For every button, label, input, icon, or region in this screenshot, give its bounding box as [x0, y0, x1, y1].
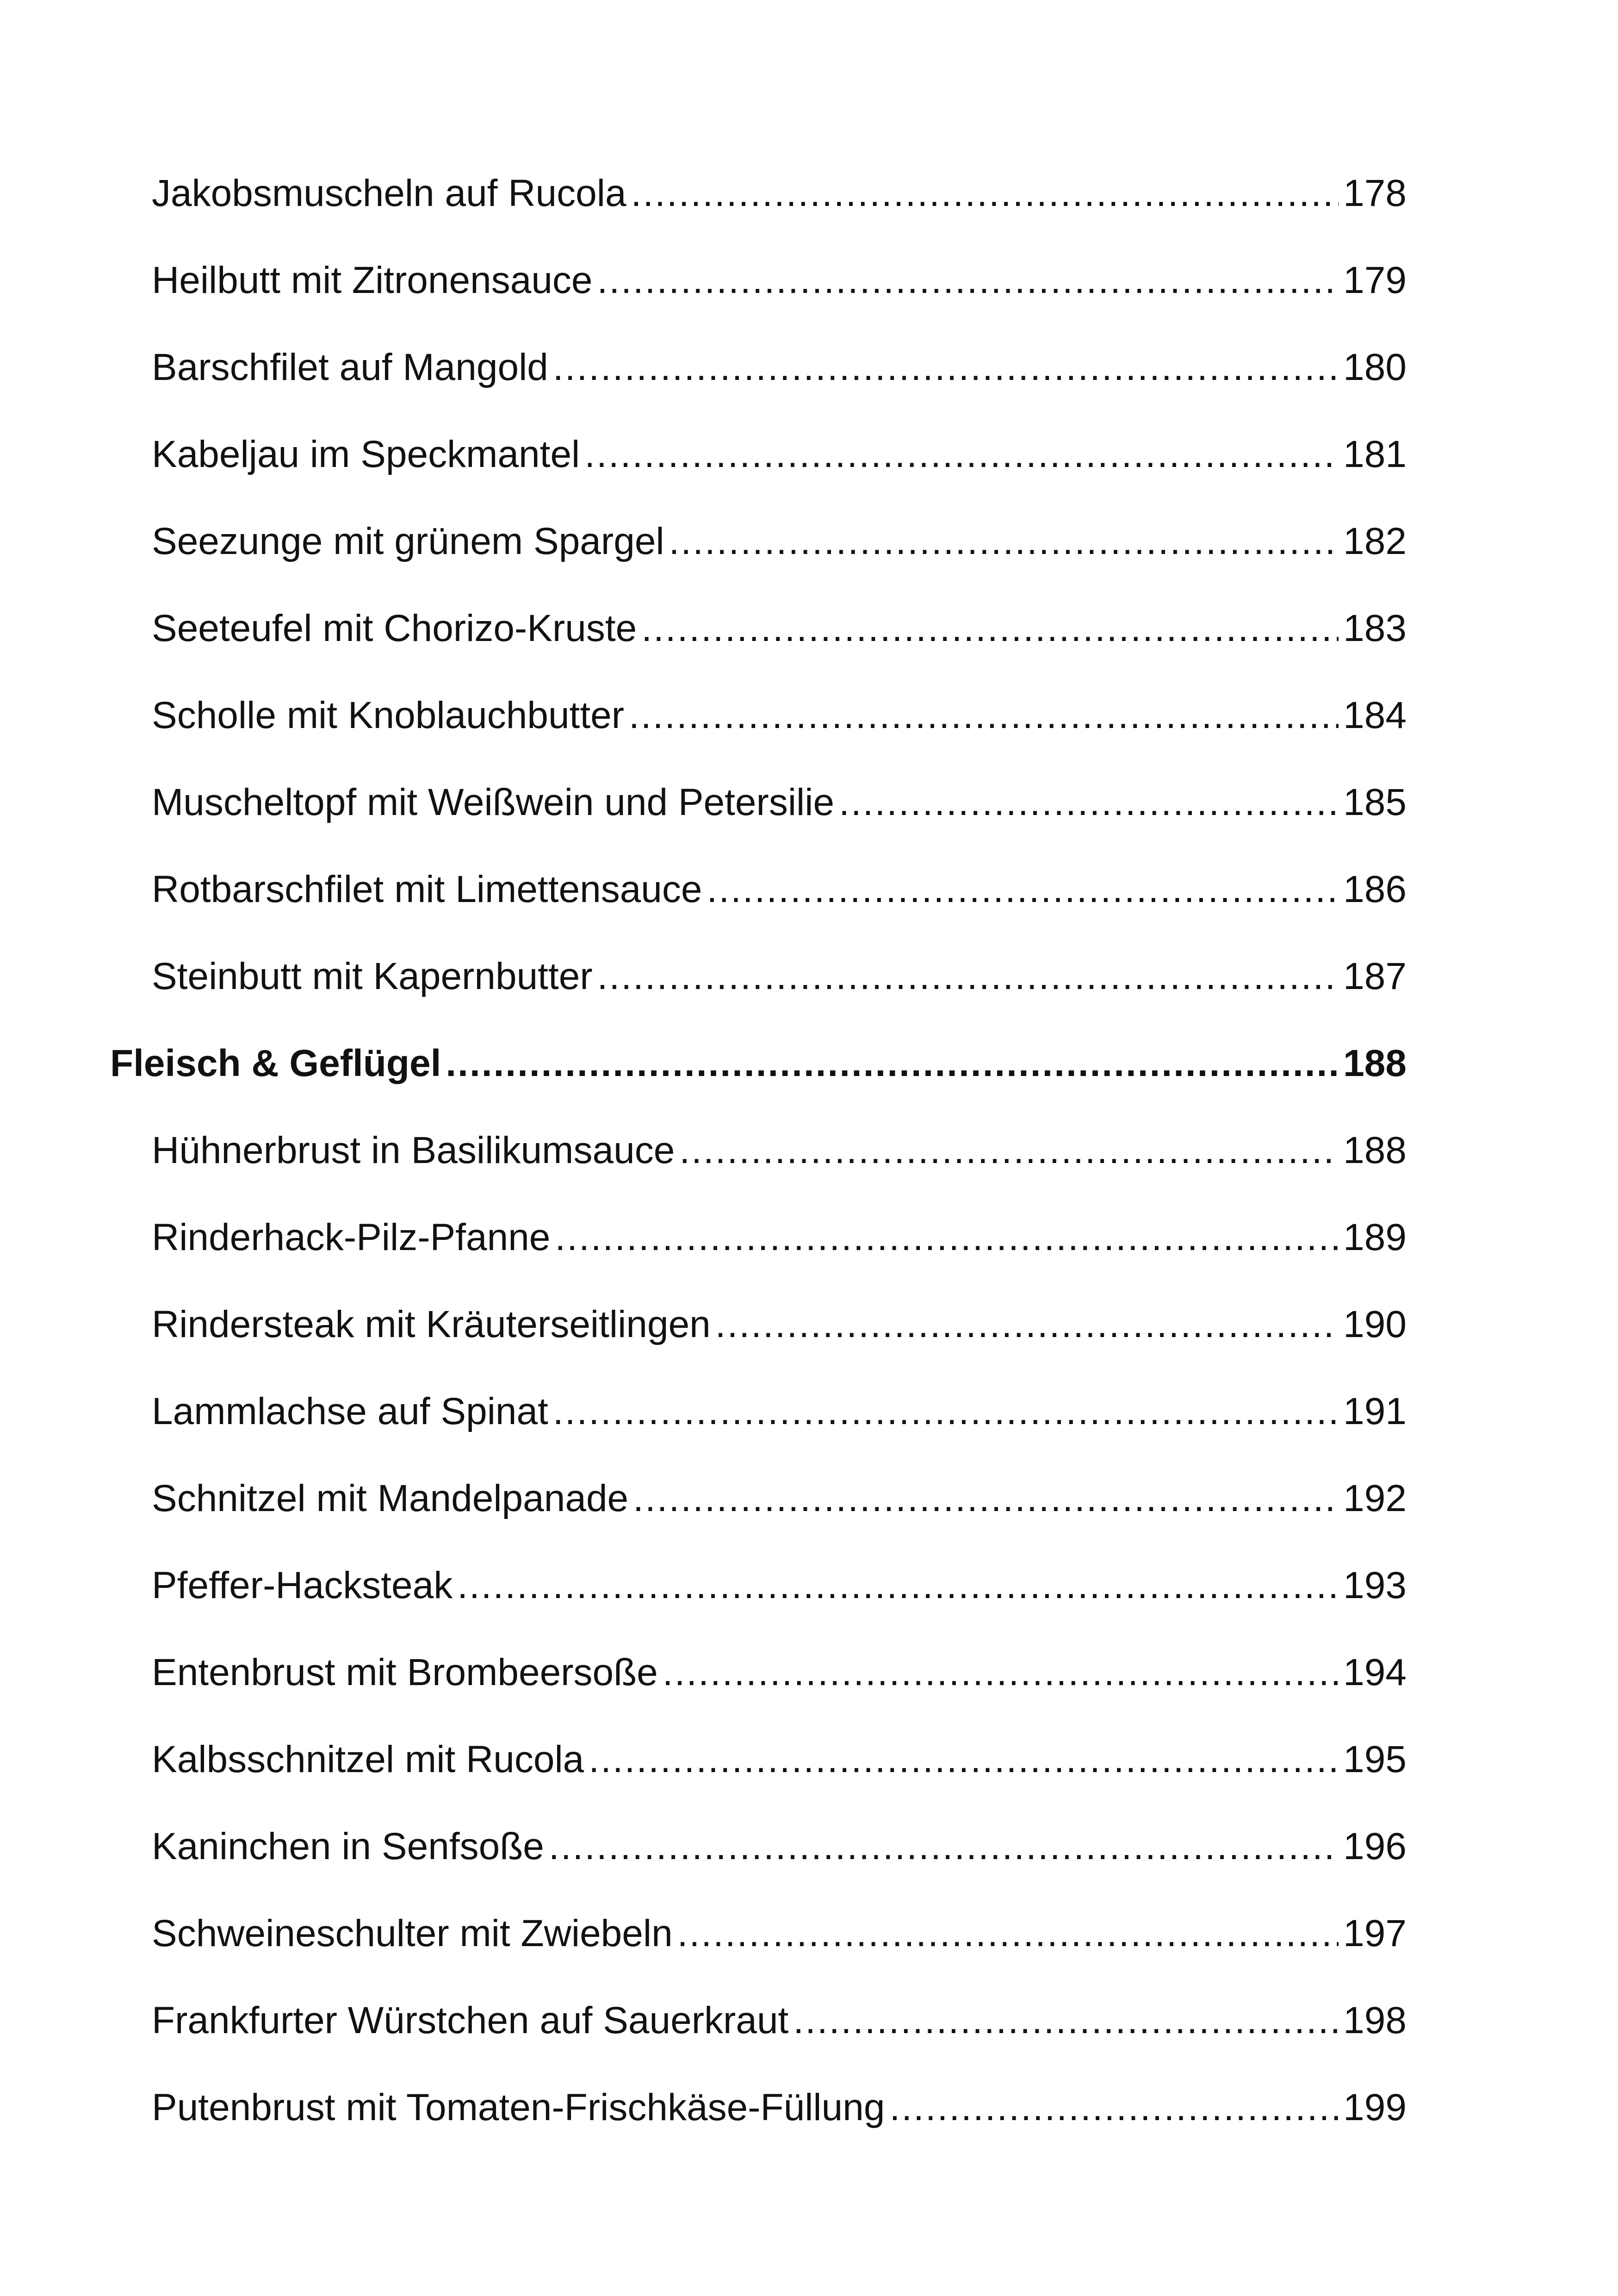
toc-entry-page: 182 [1343, 520, 1407, 562]
dot-leader [793, 1993, 1339, 2048]
toc-entry-page: 194 [1343, 1651, 1407, 1693]
dot-leader [679, 1123, 1339, 1178]
toc-entry-page: 189 [1343, 1216, 1407, 1258]
toc-entry-page: 190 [1343, 1303, 1407, 1345]
toc-entry-title: Hühnerbrust in Basilikumsauce [152, 1129, 675, 1171]
toc-chapter-heading[interactable] [110, 1036, 1407, 1091]
dot-leader [584, 427, 1339, 482]
toc-entry[interactable] [152, 1297, 1407, 1352]
toc-entry-page: 199 [1343, 2086, 1407, 2128]
dot-leader [629, 688, 1339, 743]
dot-leader [669, 514, 1339, 569]
toc-entry-title: Lammlachse auf Spinat [152, 1390, 548, 1432]
toc-entry-title: Muscheltopf mit Weißwein und Petersilie [152, 781, 835, 823]
toc-entry-title: Steinbutt mit Kapernbutter [152, 955, 593, 997]
dot-leader [553, 1384, 1339, 1439]
toc-entry-title: Rotbarschfilet mit Limettensauce [152, 868, 702, 910]
toc-entry-title: Seeteufel mit Chorizo-Kruste [152, 607, 637, 649]
toc-entry-page: 187 [1343, 955, 1407, 997]
toc-entry[interactable] [152, 1645, 1407, 1700]
toc-entry-page: 184 [1343, 694, 1407, 736]
toc-entry-title: Putenbrust mit Tomaten-Frischkäse-Füllung [152, 2086, 885, 2128]
dot-leader [597, 949, 1339, 1004]
toc-entry[interactable] [152, 253, 1407, 308]
toc-entry-title: Jakobsmuscheln auf Rucola [152, 172, 626, 214]
toc-entry[interactable] [152, 862, 1407, 917]
toc-entry-page: 186 [1343, 868, 1407, 910]
toc-entry-page: 180 [1343, 346, 1407, 388]
toc-entry-page: 196 [1343, 1825, 1407, 1867]
dot-leader [641, 601, 1339, 656]
toc-entry-title: Rindersteak mit Kräuterseitlingen [152, 1303, 711, 1345]
toc-chapter-page: 188 [1343, 1042, 1407, 1084]
toc-entry[interactable] [152, 1558, 1407, 1613]
dot-leader [446, 1036, 1339, 1091]
toc-entry-title: Schweineschulter mit Zwiebeln [152, 1912, 673, 1954]
toc-entry-title: Entenbrust mit Brombeersoße [152, 1651, 658, 1693]
dot-leader [553, 340, 1339, 395]
dot-leader [707, 862, 1339, 917]
toc-entry[interactable] [152, 1384, 1407, 1439]
toc-entry-page: 195 [1343, 1738, 1407, 1780]
toc-entry-title: Frankfurter Würstchen auf Sauerkraut [152, 1999, 789, 2041]
toc-entry-page: 192 [1343, 1477, 1407, 1519]
dot-leader [549, 1819, 1339, 1874]
toc-entry[interactable] [152, 688, 1407, 743]
toc-entry-title: Seezunge mit grünem Spargel [152, 520, 664, 562]
toc-entry-title: Kaninchen in Senfsoße [152, 1825, 544, 1867]
toc-entry-page: 185 [1343, 781, 1407, 823]
toc-entry-page: 188 [1343, 1129, 1407, 1171]
dot-leader [889, 2080, 1339, 2135]
toc-entry-title: Kabeljau im Speckmantel [152, 433, 580, 475]
toc-chapter-title: Fleisch & Geflügel [110, 1042, 441, 1084]
toc-entry-title: Kalbsschnitzel mit Rucola [152, 1738, 584, 1780]
toc-entry[interactable] [152, 1471, 1407, 1526]
toc-entry[interactable] [152, 601, 1407, 656]
toc-entry-page: 191 [1343, 1390, 1407, 1432]
toc-entry-page: 193 [1343, 1564, 1407, 1606]
toc-entry[interactable] [152, 1123, 1407, 1178]
dot-leader [457, 1558, 1339, 1613]
toc-entry-title: Heilbutt mit Zitronensauce [152, 259, 593, 301]
dot-leader [589, 1732, 1339, 1787]
toc-entry[interactable] [152, 1732, 1407, 1787]
dot-leader [597, 253, 1339, 308]
toc-entry[interactable] [152, 427, 1407, 482]
toc-entry[interactable] [152, 1210, 1407, 1265]
toc-entry-title: Pfeffer-Hacksteak [152, 1564, 453, 1606]
dot-leader [677, 1906, 1339, 1961]
dot-leader [631, 166, 1339, 221]
toc-entry-title: Barschfilet auf Mangold [152, 346, 548, 388]
toc-entry-title: Schnitzel mit Mandelpanade [152, 1477, 629, 1519]
toc-entry-page: 183 [1343, 607, 1407, 649]
toc-entry-page: 179 [1343, 259, 1407, 301]
dot-leader [633, 1471, 1339, 1526]
dot-leader [555, 1210, 1339, 1265]
toc-entry-page: 181 [1343, 433, 1407, 475]
toc-entry[interactable] [152, 1993, 1407, 2048]
toc-entry[interactable] [152, 949, 1407, 1004]
toc-entry[interactable] [152, 1819, 1407, 1874]
toc-entry[interactable] [152, 340, 1407, 395]
toc-entry-page: 178 [1343, 172, 1407, 214]
toc-entry[interactable] [152, 2080, 1407, 2135]
toc-entry-title: Rinderhack-Pilz-Pfanne [152, 1216, 551, 1258]
toc-entry[interactable] [152, 514, 1407, 569]
toc-entry[interactable] [152, 775, 1407, 830]
toc-entry[interactable] [152, 166, 1407, 221]
toc-entry-page: 198 [1343, 1999, 1407, 2041]
toc-entry-page: 197 [1343, 1912, 1407, 1954]
dot-leader [663, 1645, 1339, 1700]
toc-entry-title: Scholle mit Knoblauchbutter [152, 694, 625, 736]
toc-entry[interactable] [152, 1906, 1407, 1961]
dot-leader [839, 775, 1339, 830]
dot-leader [715, 1297, 1339, 1352]
